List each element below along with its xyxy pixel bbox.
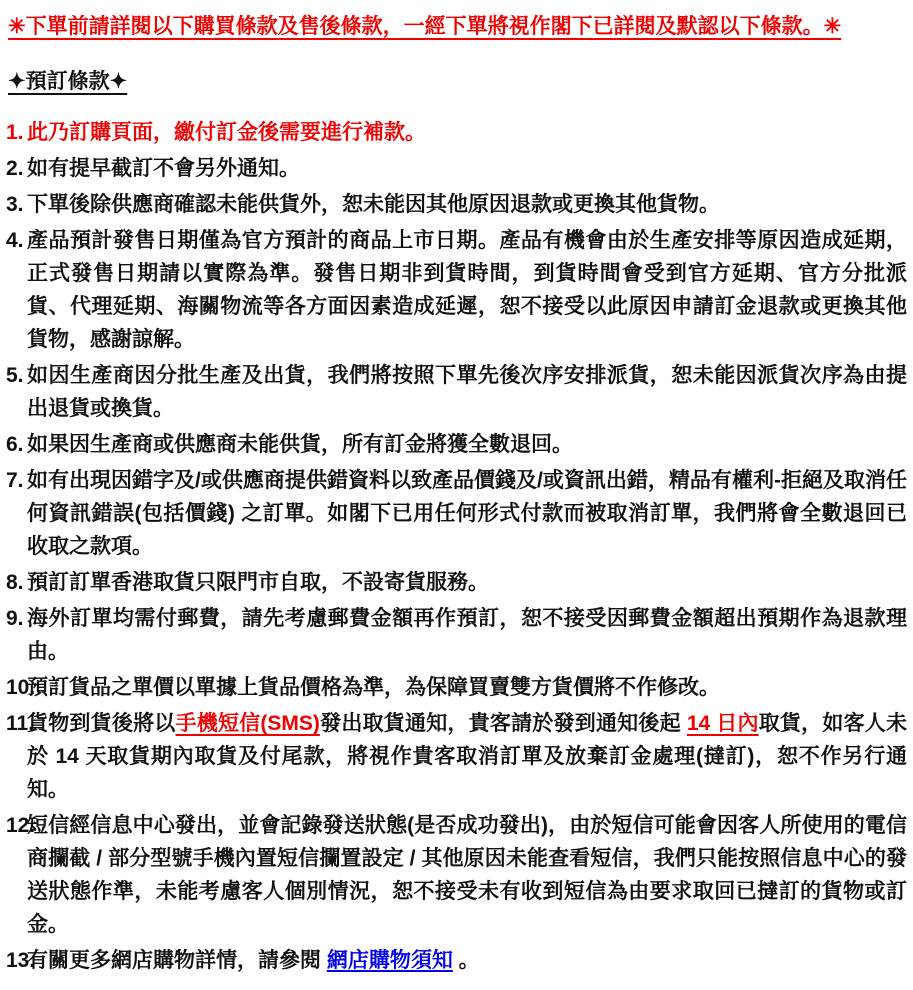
- term-text: 下單後除供應商確認未能供貨外，恕未能因其他原因退款或更換其他貨物。: [27, 193, 720, 216]
- highlighted-term-text: 14 日內: [686, 712, 759, 735]
- item-number: 6.: [6, 433, 24, 456]
- shop-guide-link[interactable]: 網店購物須知: [326, 949, 453, 972]
- term-text: 產品預計發售日期僅為官方預計的商品上市日期。產品有機會由於生產安排等原因造成延期，正式發售日期請以實際為準。發售日期非到貨時間，到貨時間會受到官方延期、官方分批派貨、代理延期、海關物流等各方面因素造成延遲，恕不接受以此原因申請訂金退款或更換其他貨物，感謝諒解。: [27, 229, 907, 351]
- terms-item: [6, 188, 907, 221]
- item-number: 3.: [6, 193, 24, 216]
- term-text: 。: [452, 949, 480, 972]
- item-number: 13.: [6, 949, 36, 972]
- terms-item: [6, 602, 907, 668]
- item-number: 1.: [6, 121, 24, 144]
- term-text: 預訂訂單香港取貨只限門市自取，不設寄貨服務。: [27, 571, 489, 594]
- terms-list: [6, 116, 907, 977]
- terms-item: [6, 464, 907, 563]
- term-text: 取貨，如客人未於 14 天取貨期內取貨及付尾款，將視作貴客取消訂單及放棄訂金處理(撻訂)，恕不作另行通知。: [27, 712, 908, 801]
- term-text: 如有出現因錯字及/或供應商提供錯資料以致產品價錢及/或資訊出錯，精品有權利-拒絕及取消任何資訊錯誤(包括價錢) 之訂單。如閣下已用任何形式付款而被取消訂單，我們將會全數退回已收取之款項。: [27, 469, 907, 558]
- item-number: 11.: [6, 712, 35, 735]
- term-text: 如果因生產商或供應商未能供貨，所有訂金將獲全數退回。: [27, 433, 573, 456]
- item-number: 9.: [6, 607, 24, 630]
- term-text: 如因生產商因分批生產及出貨，我們將按照下單先後次序安排派貨，恕未能因派貨次序為由提出退貨或換貨。: [27, 364, 907, 420]
- terms-item: [6, 809, 907, 941]
- item-number: 5.: [6, 364, 24, 387]
- item-number: 10.: [6, 676, 36, 699]
- term-text: 短信經信息中心發出，並會記錄發送狀態(是否成功發出)，由於短信可能會因客人所使用的電信商攔截 / 部分型號手機內置短信攔置設定 / 其他原因未能查看短信，我們只能按照信息中心的發送狀態作準，未能考慮客人個別情況，恕不接受未有收到短信為由要求取回已撻訂的貨物或訂金。: [27, 814, 907, 936]
- term-text: 發出取貨通知，貴客請於發到通知後起: [319, 712, 687, 735]
- section-title: ✦預訂條款✦: [8, 70, 128, 93]
- pre-order-warning: ✳下單前請詳閱以下購買條款及售後條款，一經下單將視作閣下已詳閱及默認以下條款。✳: [8, 15, 842, 38]
- highlighted-term-text: 手機短信(SMS): [175, 712, 320, 735]
- item-number: 12.: [6, 814, 36, 837]
- terms-item: [6, 224, 907, 356]
- item-number: 7.: [6, 469, 24, 492]
- term-text: 此乃訂購頁面，繳付訂金後需要進行補款。: [27, 121, 426, 144]
- terms-item: [6, 944, 907, 977]
- terms-item: [6, 428, 907, 461]
- term-text: 有關更多網店購物詳情，請參閱: [27, 949, 327, 972]
- terms-item: [6, 707, 907, 806]
- item-number: 8.: [6, 571, 24, 594]
- terms-item: [6, 566, 907, 599]
- terms-item: [6, 671, 907, 704]
- term-text: 海外訂單均需付郵費，請先考慮郵費金額再作預訂，恕不接受因郵費金額超出預期作為退款理由。: [27, 607, 907, 663]
- term-text: 如有提早截訂不會另外通知。: [27, 157, 300, 180]
- item-number: 4.: [6, 229, 24, 252]
- item-number: 2.: [6, 157, 24, 180]
- terms-item: [6, 152, 907, 185]
- terms-item: [6, 359, 907, 425]
- term-text: 預訂貨品之單價以單據上貨品價格為準，為保障買賣雙方貨價將不作修改。: [27, 676, 720, 699]
- term-text: 貨物到貨後將以: [27, 712, 176, 735]
- terms-item: [6, 116, 907, 149]
